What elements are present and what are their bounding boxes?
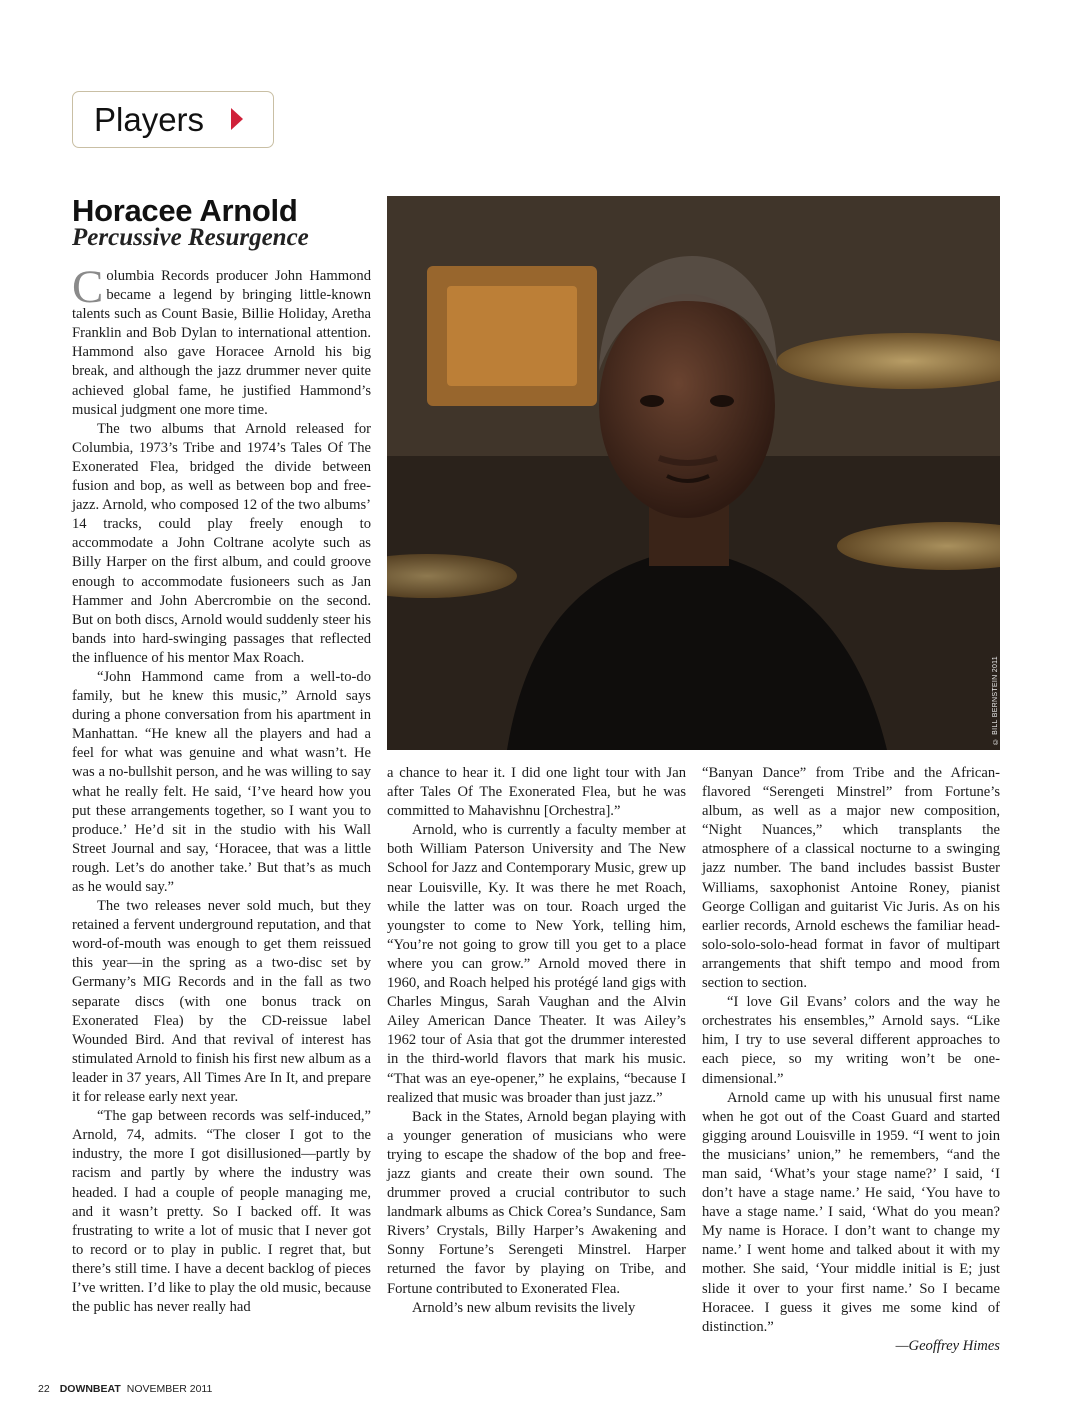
article-subtitle: Percussive Resurgence	[72, 224, 309, 251]
article-column-1	[72, 261, 371, 1317]
paragraph: Back in the States, Arnold began playing with a younger generation of musicians who were trying to escape the shadow of the bop and free-jazz giants and create their own sound. The drummer proved a crucial contributor to such landmark albums as Chick Corea’s Sundance, Sam Rivers’ Crystals, Billy Harper’s Awakening and Sonny Fortune’s Serengeti Minstrel. Harper returned the favor by playing on Tribe, and Fortune contributed to Exonerated Flea.	[387, 1108, 686, 1297]
paragraph: Arnold, who is currently a faculty member at both William Paterson University and The New School for Jazz and Contemporary Music, grew up near Louisville, Ky. It was there he met Roach, while the latter was on tour. Roach urged the youngster to come to New York, telling him, “You’re not going to grow till you get to a place where you can grow.” Arnold moved there in 1960, and Roach helped his protégé land gigs with Charles Mingus, Sarah Vaughan and the Alvin Ailey American Dance Theater. It was Ailey’s 1962 tour of Asia that got the drummer interested in the third-world flavors that mark his music. “That was an eye-opener,” he explains, “because I realized that music was broader than just jazz.”	[387, 822, 686, 1106]
paragraph: Arnold’s new album revisits the lively	[412, 1299, 636, 1316]
issue-date: NOVEMBER 2011	[126, 1383, 213, 1395]
paragraph: “Banyan Dance” from Tribe and the African-flavored “Serengeti Minstrel” from Fortune’s album, as well as a major new composition, “Night Nuances,” which transplants the atmosphere of a classical nocturne to a swinging jazz number. The band includes bassist Buster Williams, saxophonist Antoine Roney, pianist George Colligan and guitarist Vic Juris. As on his earlier records, Arnold eschews the familiar head-solo-solo-solo-head format in favor of multipart arrangements that shift tempo and mood from section to section.	[702, 765, 1000, 992]
paragraph: “The gap between records was self-induced,” Arnold, 74, admits. “The closer I got to the industry, the more I got disillusioned—partly by racism and partly by where the industry was headed. I had a couple of people managing me, and it wasn’t pretty. So I backed off. It was frustrating to write a lot of music that I never got to record or to play in public. I regret that, but there’s still time. I have a decent backlog of pieces I’ve written. I’d like to play the old music, because the public has never really had	[72, 1108, 371, 1316]
byline: —Geoffrey Himes	[895, 1337, 1000, 1354]
portrait-illustration	[387, 196, 1000, 750]
paragraph: The two releases never sold much, but they retained a fervent underground reputation, and that word-of-mouth was enough to get them reissued this year—in the spring as a two-disc set by Germany’s MIG Records and in the fall as two separate discs (with one bonus track on Exonerated Flea) by the CD-reissue label Wounded Bird. And that revival of interest has stimulated Arnold to finish his first new album as a leader in 37 years, All Times Are In It, and prepare it for release early next year.	[72, 898, 371, 1106]
paragraph: “I love Gil Evans’ colors and the way he orchestrates his ensembles,” Arnold says. “Like him, I try to use several different approaches to each piece, so my writing won’t be one-dimensional.”	[702, 994, 1000, 1087]
paragraph: The two albums that Arnold released for Columbia, 1973’s Tribe and 1974’s Tales Of The Exonerated Flea, bridged the divide between fusion and bop, as well as between bop and free-jazz. Arnold, who composed 12 of the two albums’ 14 tracks, could play freely enough to accommodate a John Coltrane acolyte such as Billy Harper on the first album, and could groove enough to accommodate fusioneers such as Jan Hammer and John Abercrombie on the second. But on both discs, Arnold would suddenly steer his bands into hard-swinging passages that reflected the influence of his mentor Max Roach.	[72, 420, 371, 666]
magazine-name: DOWNBEAT	[59, 1383, 121, 1395]
paragraph: Columbia Records producer John Hammond became a legend by bringing little-known talents such as Count Basie, Billie Holiday, Aretha Franklin and Bob Dylan to international attention. Hammond also gave Horacee Arnold his big break, and although the jazz drummer never quite achieved global fame, he justified Hammond’s musical judgment one more time.	[72, 261, 371, 418]
article-title: Horacee Arnold	[72, 193, 298, 228]
article-column-3	[702, 764, 1000, 1356]
paragraph: a chance to hear it. I did one light tour with Jan after Tales Of The Exonerated Flea, but he was committed to Mahavishnu [Orchestra].”	[387, 765, 686, 820]
photo-credit: © BILL BERNSTEIN 2011	[992, 655, 999, 744]
article-column-2	[387, 764, 686, 1318]
section-label: Players	[94, 101, 205, 138]
play-arrow-icon	[231, 108, 243, 130]
section-tab	[72, 91, 274, 148]
drop-cap: C	[72, 261, 104, 313]
page-footer	[38, 1383, 212, 1395]
paragraph: Arnold came up with his unusual first name when he got out of the Coast Guard and started gigging around Louisville in 1959. “I went to join the musicians’ union,” he remembers, “and the man said, ‘What’s your stage name?’ I said, ‘I don’t have a stage name.’ He said, ‘You have to have a stage name.’ I said, ‘What do you mean? My name is Horace. I don’t want to change my name.’ I went home and talked about it with my mother. She said, ‘Your middle initial is E; just slide it over to your first name.’ So I became Horacee. I guess it gives me some kind of distinction.”	[702, 1089, 1000, 1335]
page-number: 22	[38, 1383, 50, 1395]
portrait-photo	[387, 196, 1000, 750]
paragraph: “John Hammond came from a well-to-do family, but he knew this music,” Arnold says during a phone conversation from his apartment in Manhattan. “He knew all the players and had a feel for what was genuine and what wasn’t. He was a no-bullshit person, and he was willing to say what he really felt. He said, ‘I’ve heard how you put these arrangements together, so I want you to produce.’ He’d sit in the studio with his Wall Street Journal and say, ‘Horacee, that was a little rough. Let’s do another take.’ But that’s as much as he would say.”	[72, 668, 371, 895]
